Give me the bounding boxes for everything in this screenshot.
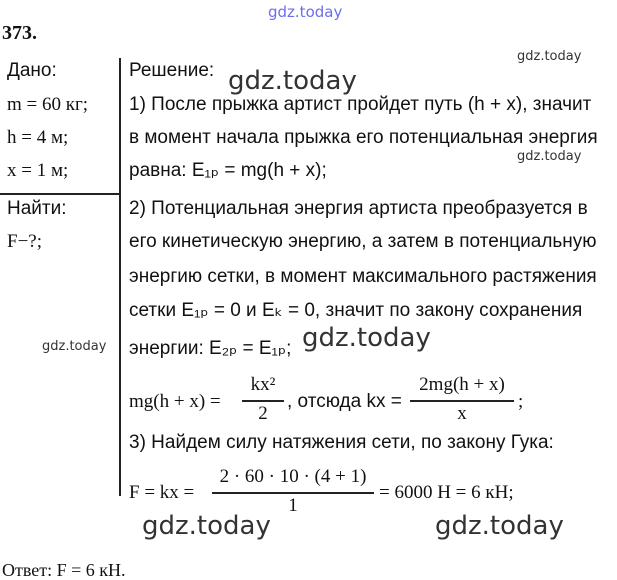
given-stretch: x = 1 м; bbox=[7, 160, 69, 181]
fraction-bar bbox=[410, 400, 514, 402]
solution-line: 1) После прыжка артист пройдет путь (h + x), значит bbox=[129, 94, 592, 115]
solution-line: его кинетическую энергию, а затем в потенциальную bbox=[129, 231, 597, 252]
watermark-large: gdz.today bbox=[228, 66, 357, 96]
fraction-bar bbox=[242, 400, 284, 402]
solution-line: в момент начала прыжка его потенциальная энергия bbox=[129, 127, 598, 148]
fraction-denominator: x bbox=[457, 403, 467, 424]
solution-heading: Решение: bbox=[129, 60, 215, 81]
vertical-divider bbox=[119, 58, 121, 496]
watermark-large: gdz.today bbox=[142, 511, 271, 541]
equation-text: , отсюда kx = bbox=[287, 391, 402, 412]
solution-line: сетки E₁ₚ = 0 и Eₖ = 0, значит по закону сохранения bbox=[129, 300, 583, 321]
find-heading: Найти: bbox=[7, 198, 67, 219]
fraction-bar bbox=[212, 492, 374, 494]
find-item: F−?; bbox=[7, 231, 42, 252]
fraction-denominator: 1 bbox=[288, 495, 298, 516]
answer: Ответ: F = 6 кН. bbox=[2, 560, 126, 580]
equation-left: F = kx = bbox=[129, 482, 195, 503]
solution-line: 2) Потенциальная энергия артиста преобразуется в bbox=[129, 198, 588, 219]
watermark-large: gdz.today bbox=[435, 511, 564, 541]
watermark-top: gdz.today bbox=[268, 3, 343, 21]
given-find-divider bbox=[0, 193, 120, 195]
watermark-small: gdz.today bbox=[517, 149, 582, 164]
problem-number: 373. bbox=[2, 22, 37, 44]
equation-right: = 6000 Н = 6 кН; bbox=[379, 482, 514, 503]
fraction-numerator: 2 · 60 · 10 · (4 + 1) bbox=[219, 466, 367, 487]
watermark-small: gdz.today bbox=[517, 49, 582, 64]
fraction-numerator: kx² bbox=[250, 374, 276, 395]
solution-line: 3) Найдем силу натяжения сети, по закону Гука: bbox=[129, 432, 554, 453]
watermark-small: gdz.today bbox=[42, 339, 107, 354]
equation-left: mg(h + x) = bbox=[129, 391, 221, 412]
solution-line: энергии: E₂ₚ = E₁ₚ; bbox=[129, 338, 292, 359]
fraction-denominator: 2 bbox=[258, 403, 268, 424]
given-heading: Дано: bbox=[7, 60, 57, 81]
given-mass: m = 60 кг; bbox=[7, 94, 89, 115]
equation-end: ; bbox=[518, 391, 524, 412]
solution-line: энергию сетки, в момент максимального растяжения bbox=[129, 266, 597, 287]
given-height: h = 4 м; bbox=[7, 127, 69, 148]
fraction-numerator: 2mg(h + x) bbox=[419, 374, 505, 395]
solution-line: равна: E₁ₚ = mg(h + x); bbox=[129, 160, 327, 181]
watermark-large: gdz.today bbox=[302, 323, 431, 353]
